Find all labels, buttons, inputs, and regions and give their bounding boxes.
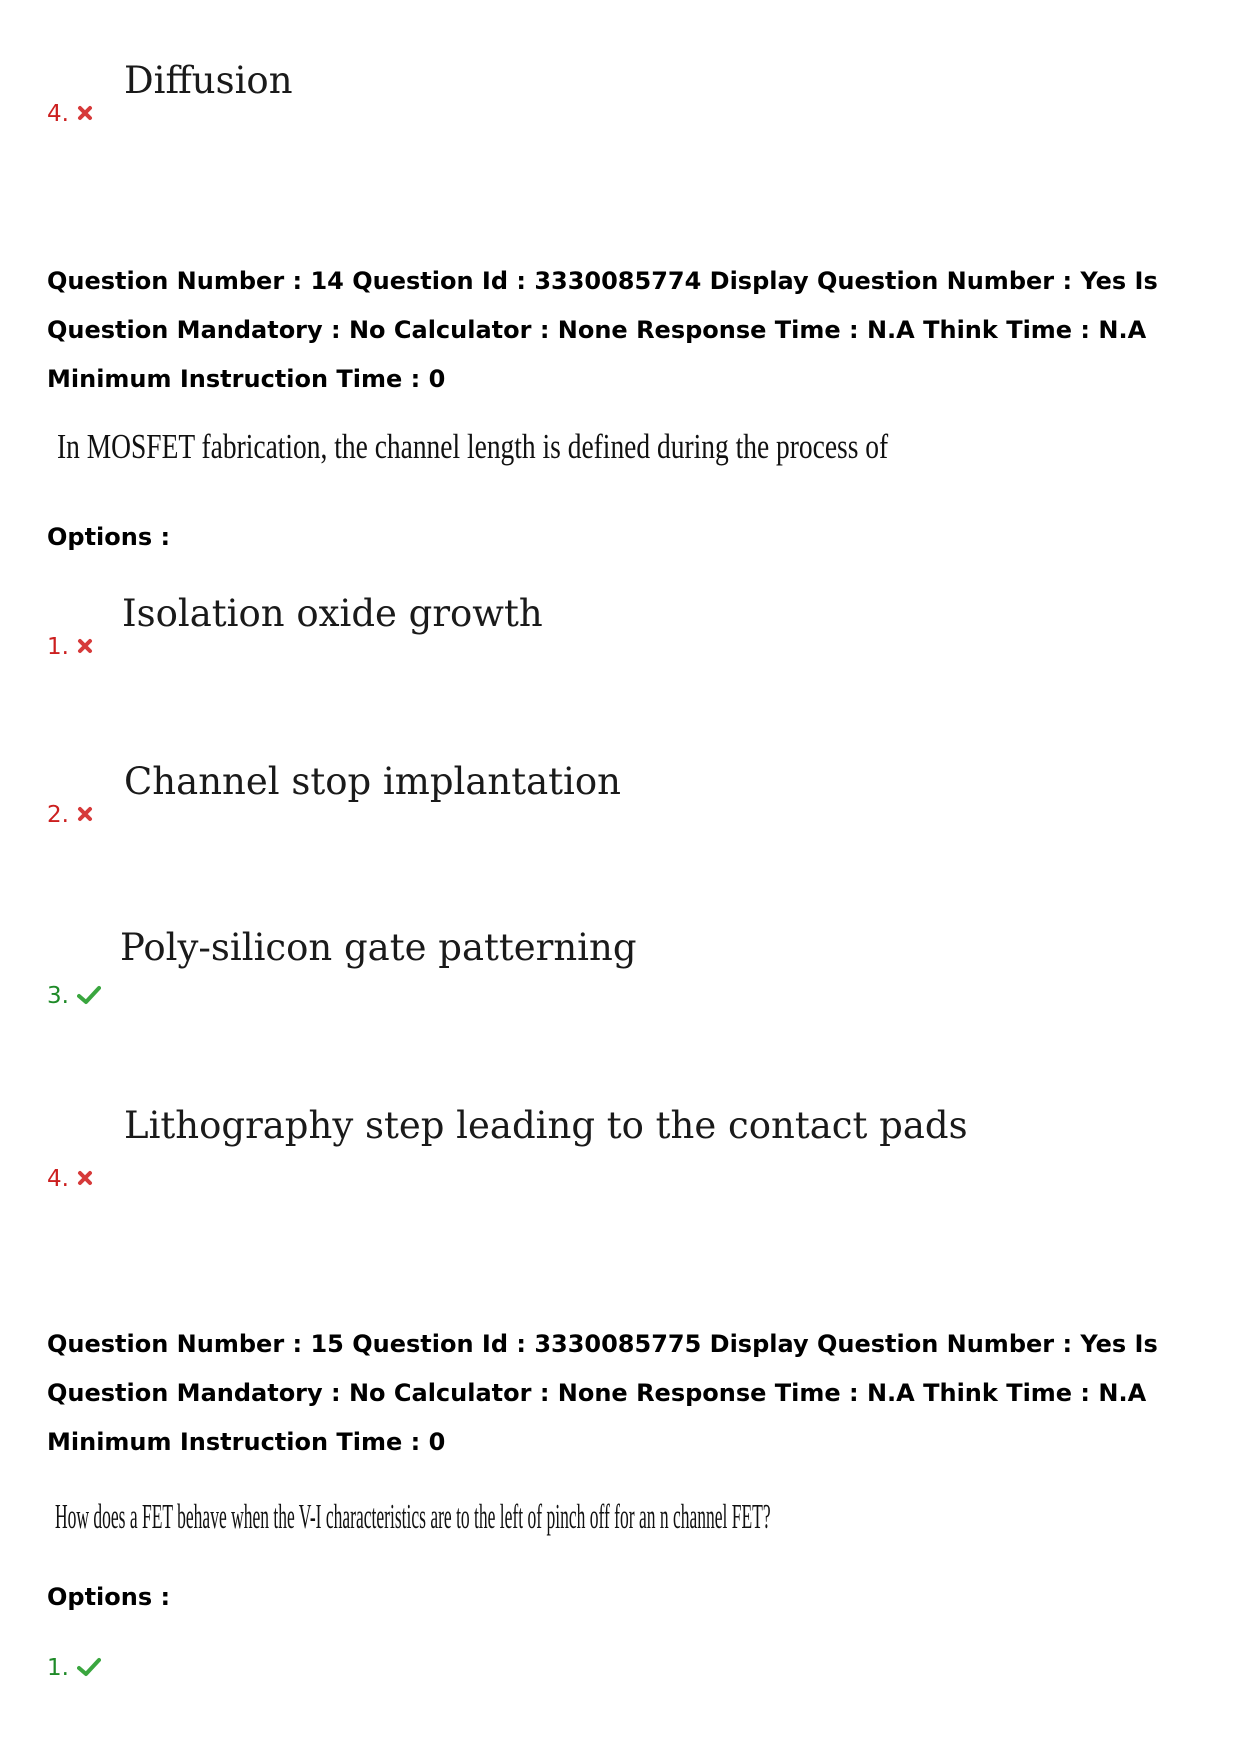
- cross-mark-icon: [77, 636, 93, 659]
- cross-mark-icon: [77, 103, 93, 126]
- cross-mark-icon: [77, 1168, 93, 1191]
- option-number: [47, 804, 93, 827]
- option-number: [47, 636, 93, 659]
- option-number-label: 1.: [47, 1655, 69, 1681]
- option-number: [47, 985, 101, 1010]
- option-text: Diffusion: [124, 59, 293, 102]
- option-number-label: 2.: [47, 802, 69, 828]
- option-number: [47, 103, 93, 126]
- options-label: Options :: [47, 523, 171, 551]
- check-mark-icon: [77, 1657, 101, 1682]
- option-number: [47, 1657, 101, 1682]
- option-number-label: 1.: [47, 634, 69, 660]
- option-text: Lithography step leading to the contact pads: [124, 1104, 968, 1147]
- options-label: Options :: [47, 1583, 171, 1611]
- option-number: [47, 1168, 93, 1191]
- option-number-label: 4.: [47, 101, 69, 127]
- check-mark-icon: [77, 985, 101, 1010]
- question-text: In MOSFET fabrication, the channel length is defined during the process of: [57, 427, 889, 466]
- option-number-label: 4.: [47, 1166, 69, 1192]
- option-text: Isolation oxide growth: [122, 592, 543, 635]
- option-text: Poly-silicon gate patterning: [120, 926, 637, 969]
- question-meta: Question Number : 15 Question Id : 3330085775 Display Question Number : Yes Is Question Mandatory : No Calculator : None Response Time : N.A Think Time : N.A Minimum Instruction Time : 0: [47, 1330, 1158, 1456]
- option-number-label: 3.: [47, 983, 69, 1009]
- option-text: Channel stop implantation: [124, 760, 621, 803]
- question-text: How does a FET behave when the V-I characteristics are to the left of pinch off for an n channel FET?: [55, 1497, 771, 1536]
- cross-mark-icon: [77, 804, 93, 827]
- question-meta: Question Number : 14 Question Id : 3330085774 Display Question Number : Yes Is Question Mandatory : No Calculator : None Response Time : N.A Think Time : N.A Minimum Instruction Time : 0: [47, 267, 1158, 393]
